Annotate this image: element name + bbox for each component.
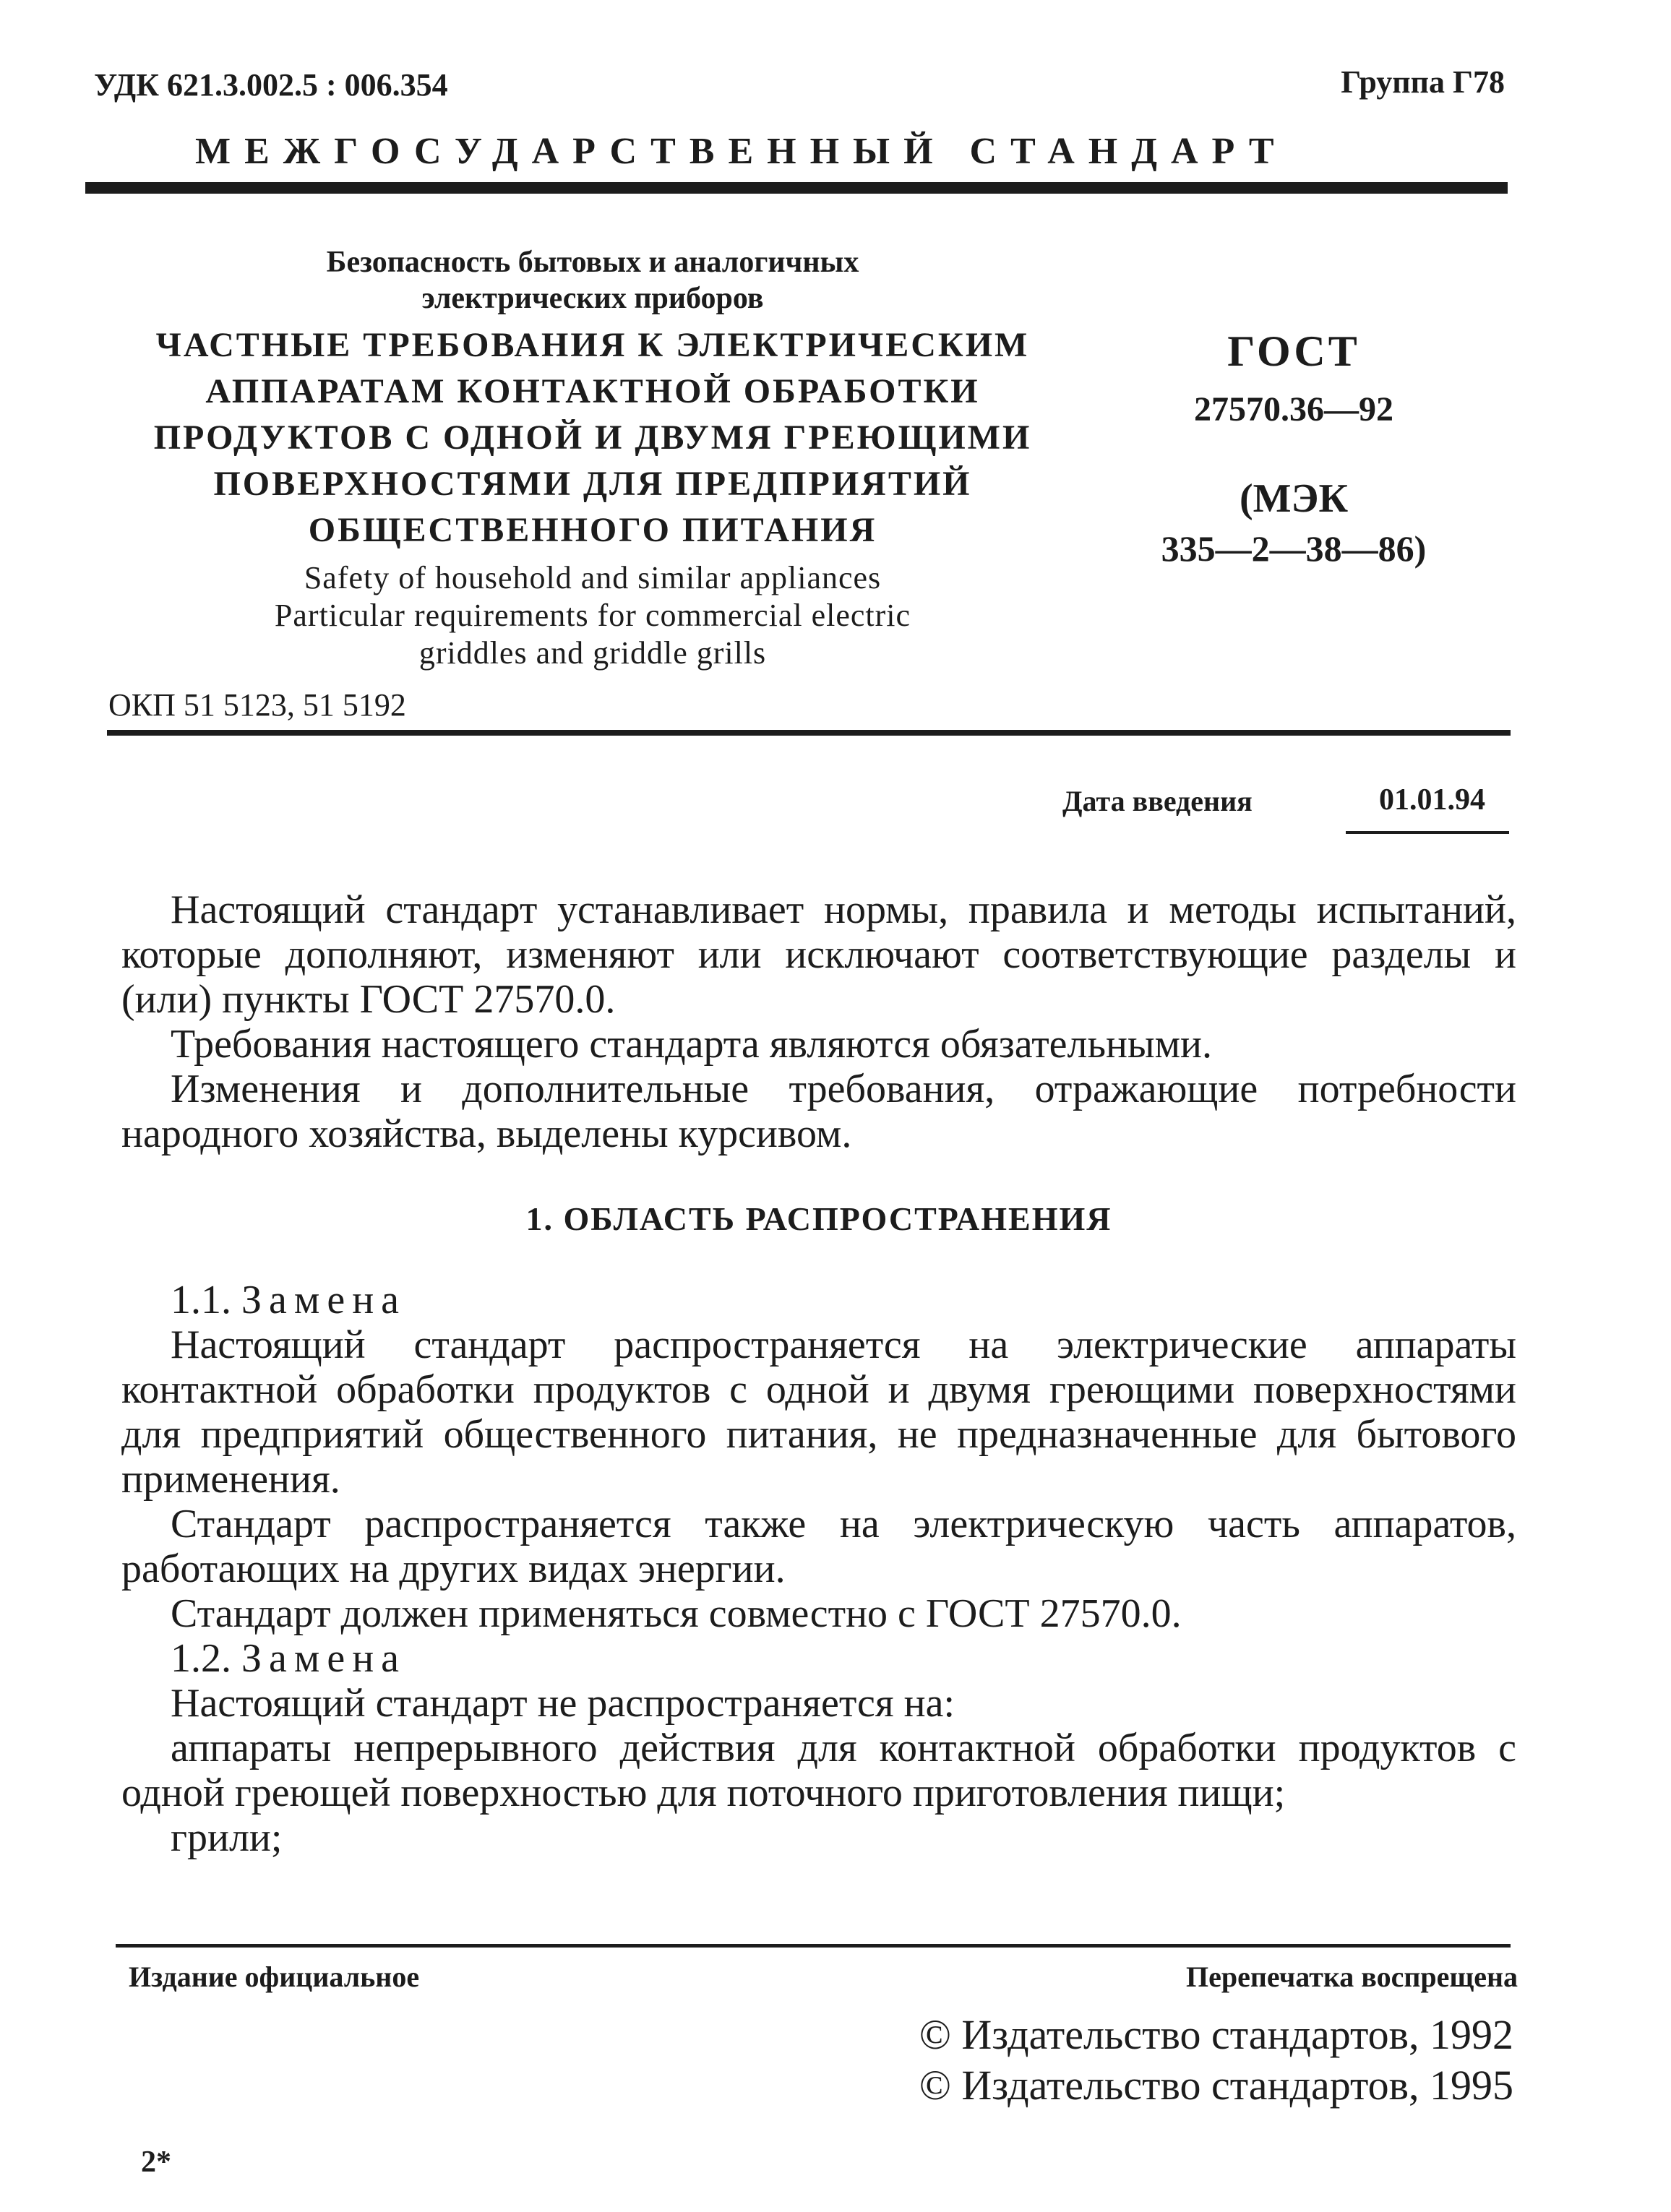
paragraph: Изменения и дополнительные требования, отражающие потребности народного хозяйства, выделены курсивом. (121, 1067, 1516, 1156)
main-title-line: ПОВЕРХНОСТЯМИ ДЛЯ ПРЕДПРИЯТИЙ (213, 465, 972, 503)
title-bottom-rule (107, 730, 1511, 736)
standard-type-heading: МЕЖГОСУДАРСТВЕННЫЙ СТАНДАРТ (195, 131, 1288, 172)
paragraph: Настоящий стандарт не распространяется на: (171, 1681, 955, 1726)
copyright-line: © Издательство стандартов, 1992 (919, 2011, 1513, 2058)
clause-number: 1.1. (171, 1278, 231, 1322)
safety-subtitle-ru (101, 244, 1084, 317)
reprint-notice: Перепечатка воспрещена (1186, 1961, 1518, 1993)
date-underline (1346, 831, 1509, 834)
gost-label: ГОСТ (1227, 327, 1360, 375)
main-title (101, 322, 1084, 554)
copyright-line: © Издательство стандартов, 1995 (919, 2062, 1513, 2109)
main-title-line: АППАРАТАМ КОНТАКТНОЙ ОБРАБОТКИ (205, 372, 980, 410)
edition-note: Издание официальное (129, 1961, 420, 1993)
list-item: аппараты непрерывного действия для контактной обработки продуктов с одной греющей поверхностью для поточного приготовления пищи; (121, 1726, 1516, 1815)
english-title-line: Particular requirements for commercial electric (274, 598, 911, 633)
paragraph: Стандарт распространяется также на электрическую часть аппаратов, работающих на других видах энергии. (121, 1502, 1516, 1591)
iec-number: 335—2—38—86) (1161, 528, 1427, 569)
english-title-line: Safety of household and similar appliances (304, 560, 882, 595)
main-title-line: ЧАСТНЫЕ ТРЕБОВАНИЯ К ЭЛЕКТРИЧЕСКИМ (155, 326, 1030, 364)
paragraph: Требования настоящего стандарта являются обязательными. (171, 1022, 1213, 1067)
section-body (121, 1278, 1516, 1860)
title-block (101, 244, 1084, 672)
clause-label: Замена (241, 1278, 407, 1322)
date-label: Дата введения (1062, 785, 1253, 817)
date-value: 01.01.94 (1379, 783, 1485, 817)
clause-label: Замена (241, 1636, 407, 1681)
page-number: 2* (141, 2146, 171, 2179)
main-title-line: ПРОДУКТОВ С ОДНОЙ И ДВУМЯ ГРЕЮЩИМИ (153, 418, 1032, 457)
footer-rule (116, 1944, 1511, 1948)
group-code: Группа Г78 (1341, 64, 1505, 100)
safety-subtitle-line: электрических приборов (421, 282, 764, 315)
iec-label: (МЭК (1239, 476, 1349, 521)
clause-number: 1.2. (171, 1636, 231, 1681)
safety-subtitle-line: Безопасность бытовых и аналогичных (326, 246, 859, 279)
intro-text (121, 887, 1516, 1156)
clause-heading (121, 1636, 1516, 1681)
main-title-line: ОБЩЕСТВЕННОГО ПИТАНИЯ (308, 511, 877, 549)
gost-number: 27570.36—92 (1194, 390, 1393, 429)
english-title (101, 559, 1084, 672)
clause-heading (121, 1278, 1516, 1322)
okp-code: ОКП 51 5123, 51 5192 (108, 687, 406, 723)
udk-code: УДК 621.3.002.5 : 006.354 (94, 67, 448, 103)
paragraph: Настоящий стандарт устанавливает нормы, правила и методы испытаний, которые дополняют, изменяют или исключают соответствующие разделы и (или) пункты ГОСТ 27570.0. (121, 887, 1516, 1022)
gost-designation (1135, 327, 1453, 569)
english-title-line: griddles and griddle grills (418, 635, 767, 671)
header-thick-rule (85, 182, 1508, 194)
list-item: грили; (171, 1815, 283, 1860)
paragraph: Настоящий стандарт распространяется на электрические аппараты контактной обработки продуктов с одной и двумя греющими поверхностями для предприятий общественного питания, не предназначенные для бытового применения. (121, 1322, 1516, 1502)
paragraph: Стандарт должен применяться совместно с ГОСТ 27570.0. (171, 1591, 1182, 1636)
section-heading: 1. ОБЛАСТЬ РАСПРОСТРАНЕНИЯ (525, 1200, 1112, 1237)
